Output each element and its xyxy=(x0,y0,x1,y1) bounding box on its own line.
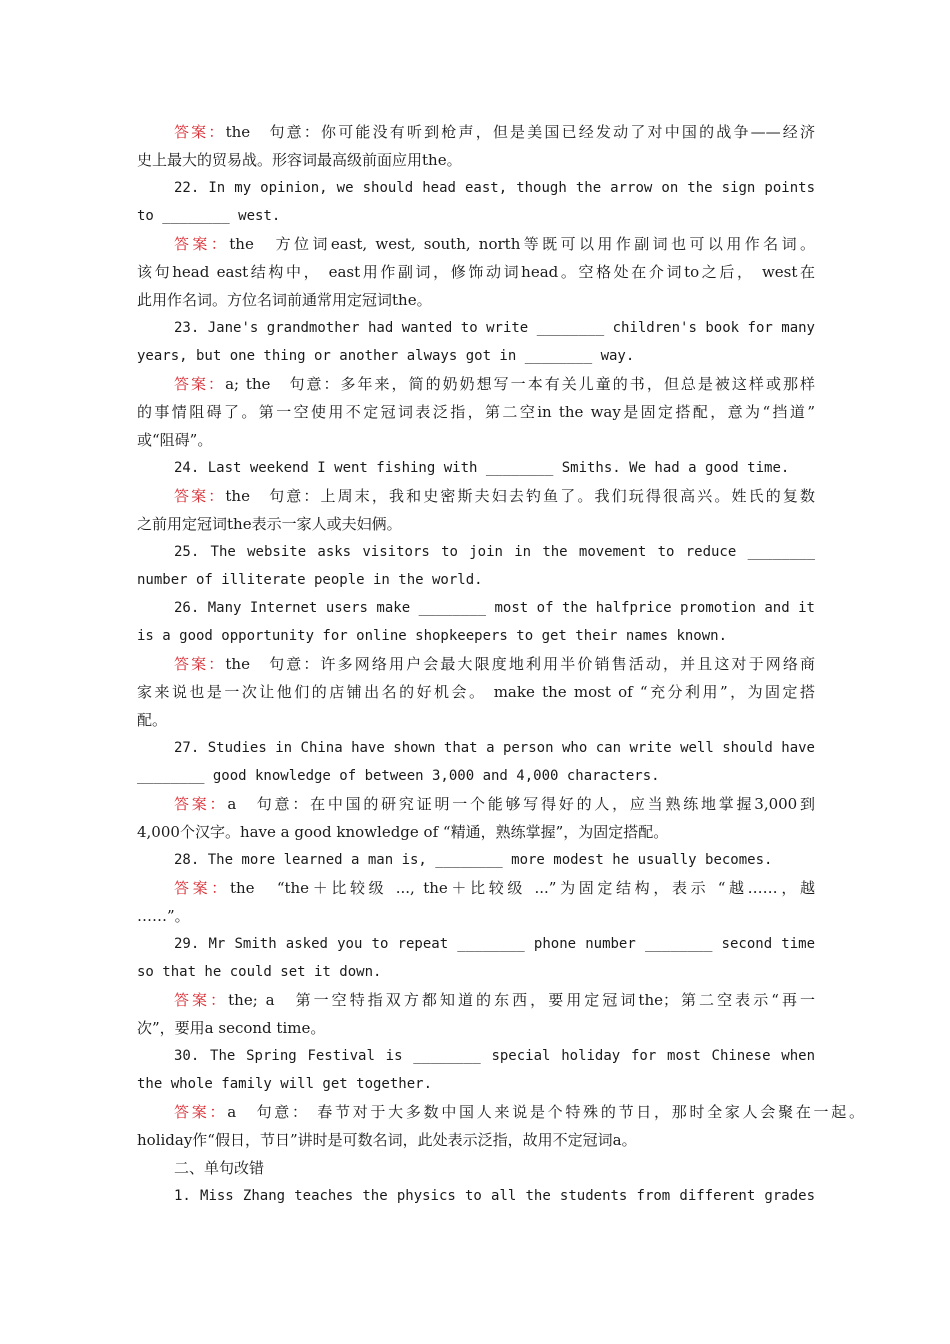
answer-label: 答案： xyxy=(174,123,226,141)
text-line xyxy=(174,1044,815,1068)
line-text: number of illiterate people in the world. xyxy=(137,572,483,588)
text-line xyxy=(137,764,815,788)
line-text: 30. The Spring Festival is ________ special holiday for most Chinese when xyxy=(174,1048,815,1064)
answer-line xyxy=(174,988,815,1012)
line-text: the 句意：许多网络用户会最大限度地利用半价销售活动，并且这对于网络商 xyxy=(225,655,815,673)
line-text: the 句意：上周末，我和史密斯夫妇去钓鱼了。我们玩得很高兴。姓氏的复数 xyxy=(225,487,815,505)
text-line xyxy=(174,176,815,200)
line-text: to ________ west. xyxy=(137,208,281,224)
text-line xyxy=(137,904,815,928)
answer-line xyxy=(174,120,815,144)
answer-line xyxy=(174,792,815,816)
line-text: 24. Last weekend I went fishing with ________ Smiths. We had a good time. xyxy=(174,460,790,476)
text-line xyxy=(174,456,815,480)
line-text: the 方位词east, west, south, north等既可以用作副词也可以用作名词。 xyxy=(229,235,815,253)
line-text: 29. Mr Smith asked you to repeat ________ phone number ________ second time xyxy=(174,936,815,952)
line-text: 4,000个汉字。have a good knowledge of “精通，熟练掌握”，为固定搭配。 xyxy=(137,823,669,841)
answer-label: 答案： xyxy=(174,487,226,505)
text-line xyxy=(137,624,815,648)
line-text: so that he could set it down. xyxy=(137,964,382,980)
line-text: 家来说也是一次让他们的店铺出名的好机会。 make the most of “充分利用”，为固定搭 xyxy=(137,683,815,701)
text-line xyxy=(174,316,815,340)
text-line xyxy=(174,540,815,564)
answer-line xyxy=(174,652,815,676)
line-text: a; the 句意：多年来，简的奶奶想写一本有关儿童的书，但总是被这样或那样 xyxy=(225,375,815,393)
line-text: 28. The more learned a man is, ________ more modest he usually becomes. xyxy=(174,852,773,868)
text-line xyxy=(137,1128,815,1152)
line-text: years, but one thing or another always got in ________ way. xyxy=(137,348,635,364)
line-text: 之前用定冠词the表示一家人或夫妇俩。 xyxy=(137,515,402,533)
line-text: 23. Jane's grandmother had wanted to write ________ children's book for many xyxy=(174,320,815,336)
line-text: a 句意： 春节对于大多数中国人来说是个特殊的节日，那时全家人会聚在一起。 xyxy=(227,1103,864,1121)
line-text: 此用作名词。方位名词前通常用定冠词the。 xyxy=(137,291,432,309)
text-line xyxy=(137,428,815,452)
answer-label: 答案： xyxy=(174,235,230,253)
line-text: the whole family will get together. xyxy=(137,1076,433,1092)
line-text: 27. Studies in China have shown that a person who can write well should have xyxy=(174,740,815,756)
answer-label: 答案： xyxy=(174,1103,228,1121)
text-line xyxy=(137,512,815,536)
line-text: is a good opportunity for online shopkeepers to get their names known. xyxy=(137,628,728,644)
text-line xyxy=(137,344,815,368)
line-text: ________ good knowledge of between 3,000 and 4,000 characters. xyxy=(137,768,660,784)
text-line xyxy=(137,288,815,312)
line-text: 的事情阻碍了。第一空使用不定冠词表泛指，第二空in the way是固定搭配，意为“挡道” xyxy=(137,403,815,421)
text-line xyxy=(137,960,815,984)
line-text: 26. Many Internet users make ________ most of the halfprice promotion and it xyxy=(174,600,815,616)
line-text: 或“阻碍”。 xyxy=(137,431,213,449)
line-text: holiday作“假日，节日”讲时是可数名词，此处表示泛指，故用不定冠词a。 xyxy=(137,1131,637,1149)
text-line xyxy=(137,204,815,228)
line-text: 次”，要用a second time。 xyxy=(137,1019,326,1037)
text-line xyxy=(174,932,815,956)
text-line xyxy=(137,820,815,844)
line-text: the “the＋比较级 ..., the＋比较级 ...”为固定结构，表示 “越……，越 xyxy=(229,879,815,897)
answer-label: 答案： xyxy=(174,991,229,1009)
text-line xyxy=(137,708,815,732)
line-text: 配。 xyxy=(137,711,168,729)
text-line xyxy=(137,1016,815,1040)
text-line xyxy=(174,848,815,872)
text-line xyxy=(137,1072,815,1096)
answer-line xyxy=(174,484,815,508)
text-line xyxy=(174,1156,815,1180)
text-line xyxy=(137,260,815,284)
answer-label: 答案： xyxy=(174,795,228,813)
text-line xyxy=(174,1184,815,1208)
answer-line xyxy=(174,1100,864,1124)
answer-label: 答案： xyxy=(174,655,226,673)
line-text: the; a 第一空特指双方都知道的东西，要用定冠词the；第二空表示“再一 xyxy=(228,991,815,1009)
line-text: 史上最大的贸易战。形容词最高级前面应用the。 xyxy=(137,151,462,169)
answer-label: 答案： xyxy=(174,375,226,393)
line-text: 22. In my opinion, we should head east, though the arrow on the sign points xyxy=(174,180,815,196)
line-text: 1. Miss Zhang teaches the physics to all the students from different grades xyxy=(174,1188,815,1204)
answer-line xyxy=(174,876,815,900)
line-text: a 句意：在中国的研究证明一个能够写得好的人，应当熟练地掌握3,000到 xyxy=(227,795,815,813)
text-line xyxy=(174,736,815,760)
text-line xyxy=(137,400,815,424)
text-line xyxy=(174,596,815,620)
line-text: 二、单句改错 xyxy=(174,1159,265,1177)
answer-line xyxy=(174,372,815,396)
answer-line xyxy=(174,232,815,256)
line-text: the 句意：你可能没有听到枪声，但是美国已经发动了对中国的战争——经济 xyxy=(225,123,815,141)
answer-label: 答案： xyxy=(174,879,230,897)
text-line xyxy=(137,680,815,704)
line-text: 25. The website asks visitors to join in the movement to reduce ________ xyxy=(174,544,815,560)
text-line xyxy=(137,568,815,592)
line-text: 该句head east结构中， east用作副词，修饰动词head。空格处在介词to之后， west在 xyxy=(137,263,815,281)
line-text: ……”。 xyxy=(137,907,190,925)
text-line xyxy=(137,148,815,172)
